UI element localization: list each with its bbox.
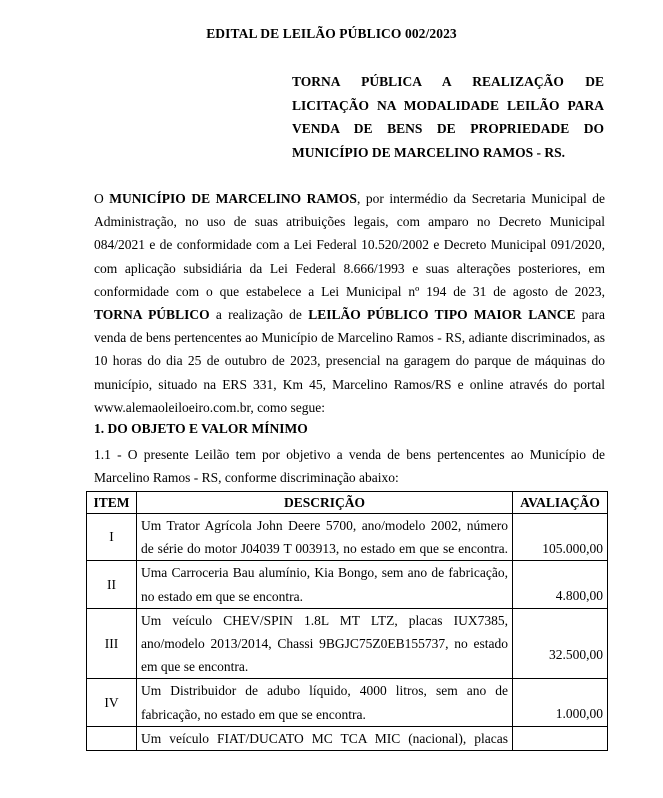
description-line: no estado em que se encontra. [141, 588, 303, 604]
ementa-line: MUNICÍPIO DE MARCELINO RAMOS - RS. [292, 144, 566, 160]
paragraph-line: 084/2021 e de conformidade com a Lei Federal 10.520/2002 e Decreto Municipal 091/2020, [94, 237, 605, 253]
table-row [87, 561, 608, 608]
items-table [86, 491, 608, 751]
item-number: I [87, 514, 137, 561]
section-title: 1. DO OBJETO E VALOR MÍNIMO [94, 421, 308, 436]
preamble-paragraph [94, 187, 605, 419]
item-description [137, 561, 513, 608]
ementa-line: LICITAÇÃO NA MODALIDADE LEILÃO PARA [292, 97, 604, 113]
value-text: 105.000,00 [542, 540, 603, 556]
paragraph-line: município, situado na ERS 331, Km 45, Marcelino Ramos/RS e online através do portal [94, 376, 605, 392]
description-line: Um veículo FIAT/DUCATO MC TCA MIC (nacional), placas [141, 730, 508, 746]
description-line: ano/modelo 2013/2014, Chassi 9BGJC75Z0EB155737, no estado [141, 635, 508, 651]
table-header-row [87, 492, 608, 514]
text-run: a realização de [209, 306, 309, 322]
item-number: III [87, 608, 137, 679]
item-value [513, 608, 608, 679]
description-line: de série do motor J04039 T 003913, no estado em que se encontra. [141, 541, 508, 557]
item-value [513, 514, 608, 561]
item-value [513, 561, 608, 608]
header-item: ITEM [87, 492, 137, 514]
paragraph-line: 1.1 - O presente Leilão tem por objetivo a venda de bens pertencentes ao Município de [94, 447, 605, 462]
paragraph-line: Administração, no uso de suas atribuições legais, com amparo no Decreto Municipal [94, 214, 605, 230]
paragraph-line: 10 horas do dia 25 de outubro de 2023, presencial na garagem do parque de máquinas do [94, 353, 605, 369]
value-text: 4.800,00 [555, 588, 603, 604]
value-text: 1.000,00 [555, 706, 603, 722]
item-number: II [87, 561, 137, 608]
description-line: Uma Carroceria Bau alumínio, Kia Bongo, sem ano de fabricação, [141, 565, 508, 581]
header-valuation: AVALIAÇÃO [513, 492, 608, 514]
text-run: para [575, 306, 605, 322]
item-description [137, 726, 513, 750]
item-value [513, 726, 608, 750]
section-intro [94, 443, 605, 489]
paragraph-line: www.alemaoleiloeiro.com.br, como segue: [94, 399, 326, 415]
item-number: IV [87, 679, 137, 726]
paragraph-line [94, 187, 605, 210]
item-description [137, 679, 513, 726]
description-line: fabricação, no estado em que se encontra. [141, 706, 366, 722]
value-text: 32.500,00 [549, 647, 603, 663]
header-description: DESCRIÇÃO [137, 492, 513, 514]
description-line: Um Distribuidor de adubo líquido, 4000 litros, sem ano de [141, 683, 508, 699]
item-number [87, 726, 137, 750]
table-row [87, 726, 608, 750]
paragraph-line: com aplicação subsidiária da Lei Federal 8.666/1993 e suas alterações posteriores, em [94, 260, 605, 276]
ementa [292, 70, 604, 164]
bold-text: TORNA PÚBLICO [94, 306, 210, 322]
description-line: Um Trator Agrícola John Deere 5700, ano/modelo 2002, número [141, 518, 508, 533]
table-row [87, 679, 608, 726]
ementa-line: TORNA PÚBLICA A REALIZAÇÃO DE [292, 74, 604, 89]
table-row [87, 608, 608, 679]
bold-text: LEILÃO PÚBLICO TIPO MAIOR LANCE [308, 306, 576, 322]
item-description [137, 608, 513, 679]
paragraph-line: conformidade com o que estabelece a Lei Municipal nº 194 de 31 de agosto de 2023, [94, 283, 605, 299]
paragraph-line: venda de bens pertencentes ao Município de Marcelino Ramos - RS, adiante discriminados, as [94, 330, 605, 346]
item-value [513, 679, 608, 726]
description-line: Um veículo CHEV/SPIN 1.8L MT LTZ, placas IUX7385, [141, 612, 508, 628]
ementa-line: VENDA DE BENS DE PROPRIEDADE DO [292, 121, 604, 136]
paragraph-line: Marcelino Ramos - RS, conforme discriminação abaixo: [94, 470, 399, 486]
item-description [137, 514, 513, 561]
paragraph-line [94, 303, 605, 326]
municipality-name: MUNICÍPIO DE MARCELINO RAMOS [109, 191, 357, 206]
text-run: , por intermédio da Secretaria Municipal de [356, 191, 605, 206]
table-row [87, 514, 608, 561]
description-line: em que se encontra. [141, 659, 249, 675]
document-title: EDITAL DE LEILÃO PÚBLICO 002/2023 [206, 26, 457, 41]
text-run: O [94, 191, 110, 206]
